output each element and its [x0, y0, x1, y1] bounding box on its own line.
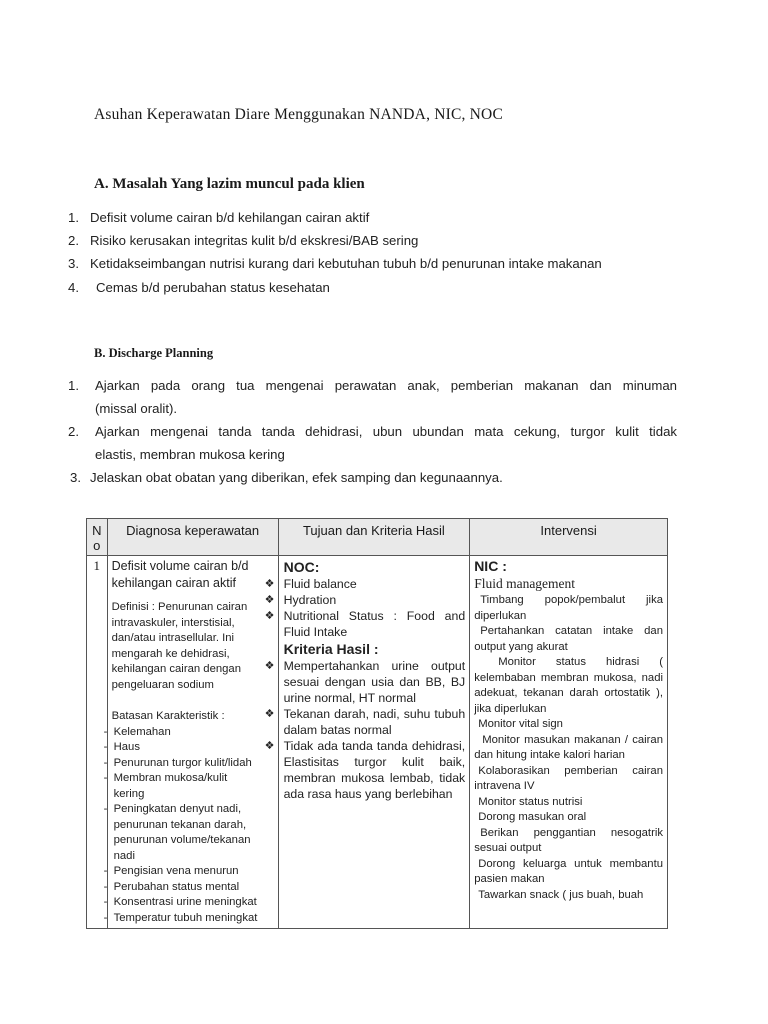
kriteria-label: Kriteria Hasil : — [283, 641, 379, 657]
intervensi-item: Monitor masukan makanan / cairan dan hitung intake kalori harian — [474, 733, 663, 761]
batasan-item: - Membran mukosa/kulit kering — [112, 771, 274, 802]
batasan-item: - Pengisian vena menurun — [112, 864, 274, 880]
tujuan-cell — [278, 556, 470, 929]
section-a-heading: A. Masalah Yang lazim muncul pada klien — [94, 176, 365, 192]
row-number: 1 — [87, 556, 108, 929]
fluid-management-label: Fluid management — [474, 576, 576, 591]
header-intervensi: Intervensi — [470, 519, 668, 556]
intervensi-item: Monitor vital sign — [478, 718, 563, 730]
noc-label: NOC: — [283, 559, 320, 575]
batasan-item: - Perubahan status mental — [112, 880, 274, 896]
intervensi-item: Kolaborasikan pemberian cairan intravena IV — [474, 764, 663, 792]
kriteria-item: ❖ Mempertahankan urine output sesuai dengan usia dan BB, BJ urine normal, HT normal — [284, 658, 466, 706]
table-header-row — [87, 519, 668, 556]
batasan-item: - Kelemahan — [112, 725, 274, 741]
intervensi-item: Berikan penggantian nesogatrik sesuai output — [474, 826, 663, 854]
nic-label: NIC : — [474, 558, 507, 574]
noc-item: ❖ Nutritional Status : Food and Fluid Intake — [284, 608, 466, 640]
batasan-item: - Konsentrasi urine meningkat — [112, 895, 274, 911]
noc-item: ❖ Fluid balance — [284, 576, 466, 592]
batasan-item: - Haus — [112, 740, 274, 756]
intervensi-item: Tawarkan snack ( jus buah, buah — [478, 888, 644, 901]
batasan-label: Batasan Karakteristik : — [111, 710, 225, 722]
diagnosa-cell — [107, 556, 278, 929]
intervensi-item: Timbang popok/pembalut jika diperlukan — [474, 594, 663, 622]
document-title: Asuhan Keperawatan Diare Menggunakan NANDA, NIC, NOC — [94, 106, 503, 123]
intervensi-item: Dorong masukan oral — [478, 811, 587, 823]
intervensi-item: Pertahankan catatan intake dan output yang akurat — [474, 625, 663, 653]
kriteria-item: ❖ Tidak ada tanda tanda dehidrasi, Elastisitas turgor kulit baik, membran mukosa lembab, tidak ada rasa haus yang berlebihan — [284, 738, 466, 802]
header-diagnosa: Diagnosa keperawatan — [107, 519, 278, 556]
nursing-care-table — [86, 518, 668, 929]
kriteria-item: ❖ Tekanan darah, nadi, suhu tubuh dalam batas normal — [284, 706, 466, 738]
section-b-heading: B. Discharge Planning — [94, 346, 214, 360]
intervensi-item: Monitor status hidrasi ( kelembaban membran mukosa, nadi adekuat, tekanan darah ortostatik ), jika diperlukan — [474, 656, 663, 715]
intervensi-item: Dorong keluarga untuk membantu pasien makan — [474, 857, 663, 885]
diagnosa-definisi: Definisi : Penurunan cairan intravaskuler, interstisial, dan/atau intrasellular. Ini mengarah ke dehidrasi, kehilangan cairan dengan pengeluaran sodium — [111, 601, 248, 691]
intervensi-item: Monitor status nutrisi — [478, 795, 583, 808]
intervensi-cell — [470, 556, 668, 929]
diagnosa-title: Defisit volume cairan b/d kehilangan cairan aktif — [111, 559, 249, 590]
batasan-item: - Temperatur tubuh meningkat — [112, 911, 274, 927]
batasan-item: - Peningkatan denyut nadi, penurunan tekanan darah, penurunan volume/tekanan nadi — [112, 802, 274, 864]
batasan-item: - Penurunan turgor kulit/lidah — [112, 756, 274, 772]
header-no: N o — [87, 519, 108, 556]
noc-item: ❖ Hydration — [284, 592, 466, 608]
header-tujuan: Tujuan dan Kriteria Hasil — [278, 519, 470, 556]
table-row — [87, 556, 668, 929]
